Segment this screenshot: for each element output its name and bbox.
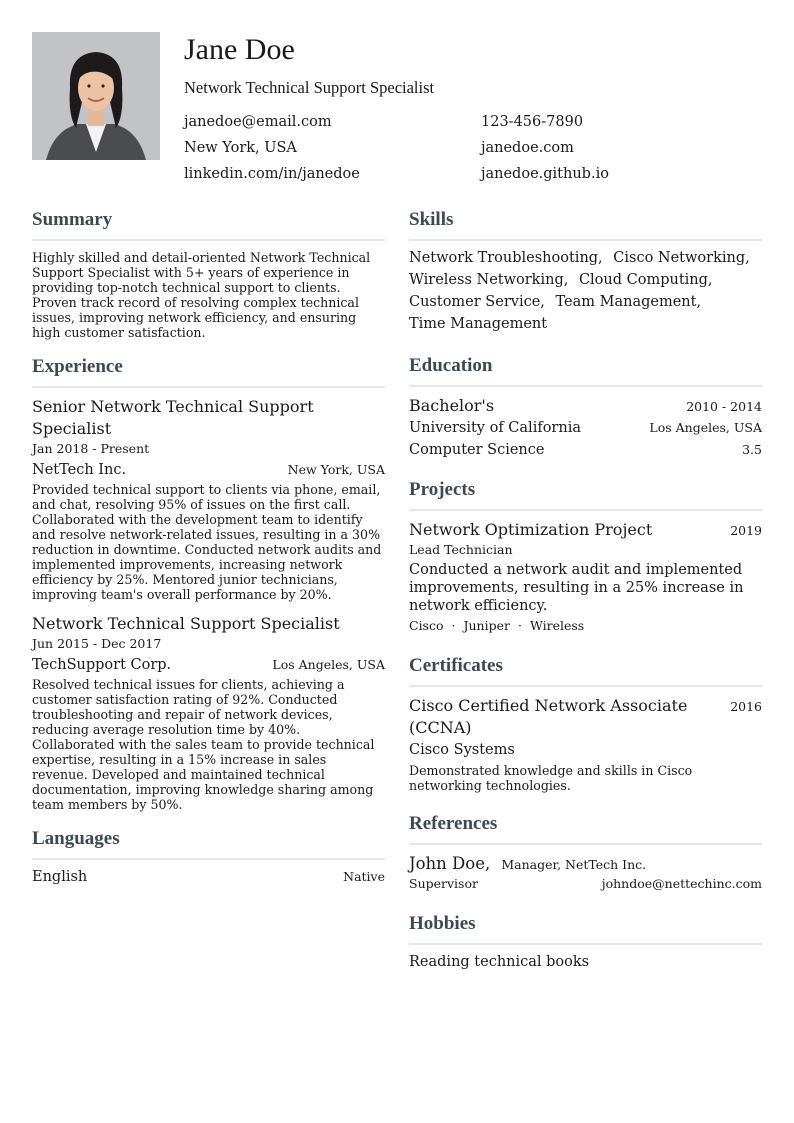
experience-entry — [32, 396, 385, 602]
skills-list — [409, 247, 762, 335]
github-link[interactable]: janedoe.github.io — [481, 166, 609, 182]
email-link[interactable]: janedoe@email.com — [184, 114, 332, 130]
experience-position: Network Technical Support Specialist — [32, 614, 340, 633]
skills-section — [409, 206, 762, 335]
certificate-name: Cisco Certified Network Associate (CCNA) — [409, 696, 688, 737]
experience-description: Provided technical support to clients via phone, email, and chat, resolving 95% of issues on the first call. Collaborated with the development team to identify and resolve network-related issues, resulting in a 30% reduction in downtime. Conducted network audits and implemented improvements, increasing network efficiency by 25%. Mentored junior technicians, improving team's overall performance by 20%. — [32, 482, 382, 602]
experience-location: Los Angeles, USA — [272, 657, 385, 672]
project-role: Lead Technician — [409, 542, 513, 557]
right-column — [409, 206, 762, 973]
summary-heading: Summary — [32, 206, 385, 241]
project-keywords — [409, 617, 762, 635]
skill-item: Network Troubleshooting, — [409, 250, 603, 266]
project-keyword: Juniper — [463, 618, 510, 633]
languages-section — [32, 825, 385, 888]
education-location: Los Angeles, USA — [649, 420, 762, 435]
language-item — [32, 866, 385, 888]
skills-heading: Skills — [409, 206, 762, 241]
skill-item: Cloud Computing, — [578, 272, 713, 288]
experience-description: Resolved technical issues for clients, achieving a customer satisfaction rating of 92%. Conducted troubleshooting and repair of network devices, reducing average resolution time by 40%. Collaborated with the sales team to provide technical expertise, resulting in a 15% increase in sales revenue. Developed and maintained technical documentation, improving knowledge sharing among team members by 50%. — [32, 677, 375, 812]
hobby-item: Reading technical books — [409, 954, 590, 970]
project-description: Conducted a network audit and implemented improvements, resulting in a 25% increase in network efficiency. — [409, 562, 744, 614]
left-column — [32, 206, 385, 888]
experience-location: New York, USA — [287, 462, 385, 477]
hobbies-section — [409, 910, 762, 973]
skill-item: Customer Service, — [409, 294, 545, 310]
certificate-description: Demonstrated knowledge and skills in Cisco networking technologies. — [409, 763, 693, 793]
profile-photo — [32, 32, 160, 160]
summary-text: Highly skilled and detail-oriented Network Technical Support Specialist with 5+ years of experience in providing top-notch technical support to clients. Proven track record of resolving complex technical issues, improving network efficiency, and ensuring high customer satisfaction. — [32, 250, 371, 340]
language-name: English — [32, 869, 88, 885]
references-heading: References — [409, 810, 762, 845]
projects-section — [409, 476, 762, 635]
reference-email[interactable]: johndoe@nettechinc.com — [601, 876, 762, 891]
phone-text: 123-456-7890 — [481, 114, 584, 130]
keyword-separator: · — [451, 618, 456, 633]
reference-position: Manager, NetTech Inc. — [501, 857, 647, 872]
skill-item: Wireless Networking, — [409, 272, 569, 288]
reference-relation: Supervisor — [409, 876, 478, 891]
experience-company: NetTech Inc. — [32, 462, 127, 478]
experience-section — [32, 353, 385, 812]
skill-item: Cisco Networking, — [613, 250, 750, 266]
education-degree: Bachelor's — [409, 396, 495, 415]
summary-section — [32, 206, 385, 340]
location-text: New York, USA — [184, 140, 297, 156]
project-keyword: Cisco — [409, 618, 444, 633]
experience-company: TechSupport Corp. — [32, 657, 172, 673]
language-fluency: Native — [343, 869, 385, 884]
website-link[interactable]: janedoe.com — [481, 140, 574, 156]
experience-position: Senior Network Technical Support Specialist — [32, 397, 314, 438]
skill-item: Time Management — [409, 316, 548, 332]
references-section — [409, 810, 762, 893]
experience-heading: Experience — [32, 353, 385, 388]
project-name: Network Optimization Project — [409, 520, 653, 539]
languages-heading: Languages — [32, 825, 385, 860]
certificate-year: 2016 — [730, 699, 762, 714]
education-gpa: 3.5 — [742, 442, 762, 457]
keyword-separator: · — [517, 618, 522, 633]
project-keyword: Wireless — [529, 618, 585, 633]
certificates-section — [409, 652, 762, 793]
certificate-issuer: Cisco Systems — [409, 742, 515, 758]
project-year: 2019 — [730, 523, 762, 538]
experience-dates: Jun 2015 - Dec 2017 — [32, 636, 162, 651]
experience-entry — [32, 613, 385, 812]
education-field: Computer Science — [409, 442, 545, 458]
skill-item: Team Management, — [555, 294, 702, 310]
education-heading: Education — [409, 352, 762, 387]
education-section — [409, 352, 762, 461]
candidate-name: Jane Doe — [184, 33, 295, 66]
candidate-title: Network Technical Support Specialist — [184, 78, 435, 97]
reference-name: John Doe, — [409, 854, 491, 873]
experience-dates: Jan 2018 - Present — [32, 441, 150, 456]
linkedin-link[interactable]: linkedin.com/in/janedoe — [184, 166, 360, 182]
certificates-heading: Certificates — [409, 652, 762, 687]
education-dates: 2010 - 2014 — [686, 399, 762, 414]
hobbies-heading: Hobbies — [409, 910, 762, 945]
projects-heading: Projects — [409, 476, 762, 511]
education-institution: University of California — [409, 420, 581, 436]
profile-photo-illustration — [32, 32, 160, 160]
